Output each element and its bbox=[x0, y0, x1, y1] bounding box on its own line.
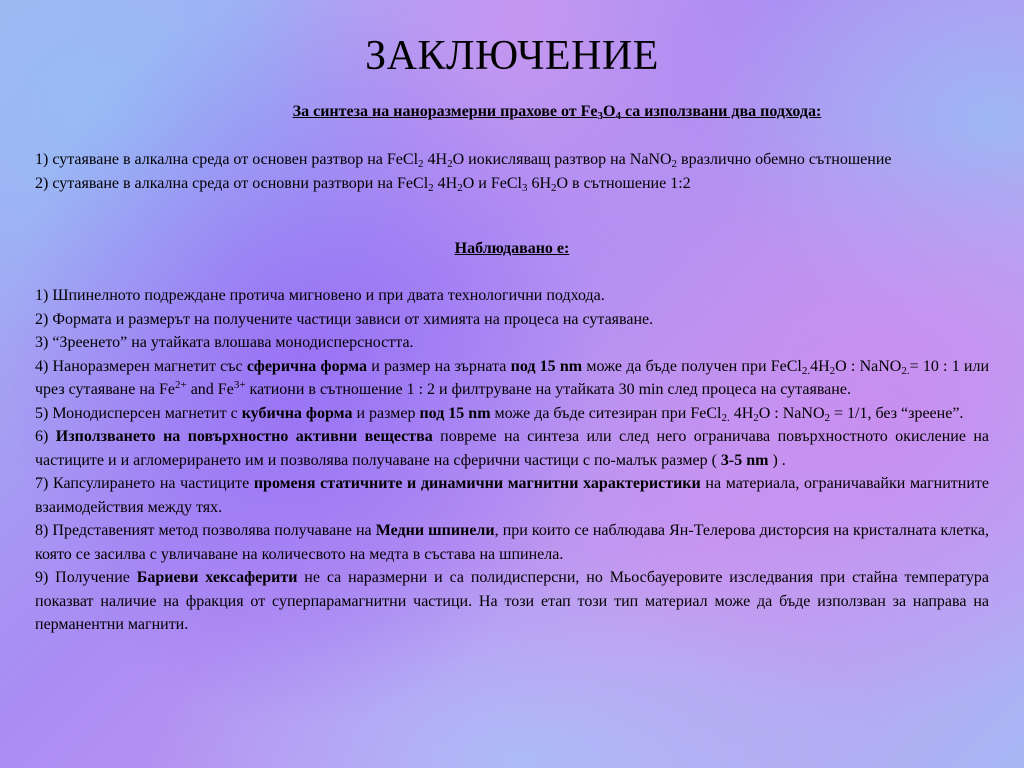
subtitle-text: За синтеза на наноразмерни прахове от Fe bbox=[292, 103, 598, 120]
text: на материала, ограничавайки магнитните взаимодействия между тях. bbox=[35, 475, 989, 516]
text: 6) bbox=[35, 428, 56, 445]
text: и размер на зърната bbox=[367, 357, 511, 375]
observation-3: 3) “Зреенето” на утайката влошава монодисперсността. bbox=[35, 334, 414, 351]
subscript: 2 bbox=[671, 158, 678, 170]
superscript: 2+ bbox=[174, 379, 187, 391]
observation-7 bbox=[35, 472, 989, 519]
observation-6 bbox=[35, 425, 989, 472]
text: може да бъде ситезиран при FeCl bbox=[490, 404, 722, 422]
text: катиони в сътношение 1 : 2 и филтруване на утайката 30 min след процеса на сутаяване. bbox=[245, 381, 851, 398]
text: 6H bbox=[527, 174, 551, 192]
bold-text: Медни шпинели bbox=[375, 522, 495, 539]
subtitle-text: са използвани два подхода: bbox=[620, 103, 822, 120]
text: 2) сутаяване в алкална среда от основни разтвори на FeCl bbox=[35, 174, 429, 192]
observation-2: 2) Формата и размерът на получените частици зависи от химията на процеса на сутаяване. bbox=[35, 310, 654, 328]
text: O : NaNO bbox=[758, 404, 825, 422]
subscript: 2. bbox=[801, 364, 811, 377]
text: повреме на синтеза или след него ограничава повърхностното окисление на частиците и и агломерирането им и позволява получаване на сферични частици с по-малък размер ( bbox=[35, 428, 990, 469]
text: 4H bbox=[729, 404, 754, 422]
subscript: 2 bbox=[447, 158, 453, 170]
subtitle-text: O bbox=[603, 103, 616, 120]
text: 9) Получение bbox=[35, 569, 137, 586]
text: O : NaNO bbox=[835, 357, 902, 375]
bold-text: кубична форма bbox=[241, 404, 353, 422]
text: не са наразмерни и са полидисперсни, но Мьосбауеровите изследвания при стайна температура показват наличие на фракция от суперпарамагнитни частици. На този етап този тип материал може да бъде използван за направа на перманентни магнити. bbox=[35, 569, 990, 633]
subscript: 2 bbox=[824, 411, 831, 424]
observed-heading: Наблюдавано е: bbox=[454, 240, 570, 257]
observations-list bbox=[35, 284, 989, 637]
text: and Fe bbox=[186, 381, 234, 398]
text: O и FeCl bbox=[462, 174, 522, 192]
bold-text: под 15 nm bbox=[419, 404, 491, 422]
subscript: 2 bbox=[829, 364, 836, 377]
observation-5 bbox=[35, 402, 989, 426]
text: 1) сутаяване в алкална среда от основен разтвор на FeCl bbox=[35, 151, 419, 168]
text: ) . bbox=[768, 451, 786, 469]
text: може да бъде получен при FeCl bbox=[582, 357, 802, 375]
text: 4H bbox=[433, 174, 458, 192]
bold-text: Използването на повърхностно активни вещества bbox=[55, 428, 433, 445]
text: O иокисляващ разтвор на NaNO bbox=[452, 151, 672, 168]
subscript: 2. bbox=[901, 364, 910, 377]
text: 4H bbox=[810, 357, 830, 375]
approaches-list bbox=[35, 148, 989, 195]
text: 4) Наноразмерен магнетит със bbox=[35, 357, 247, 375]
observation-4 bbox=[35, 355, 989, 402]
observation-1: 1) Шпинелното подреждане протича мигновено и при двата технологични подхода. bbox=[35, 287, 605, 304]
subscript: 3 bbox=[597, 110, 603, 122]
subscript: 2 bbox=[418, 158, 424, 170]
bold-text: променя статичните и динамични магнитни характеристики bbox=[253, 475, 701, 492]
subscript: 2 bbox=[457, 181, 463, 194]
observation-8 bbox=[35, 519, 989, 566]
subscript: 2 bbox=[551, 181, 557, 194]
subscript: 2. bbox=[721, 411, 730, 424]
bold-text: 3-5 nm bbox=[720, 451, 769, 469]
bold-text: под 15 nm bbox=[510, 357, 583, 375]
observation-9 bbox=[35, 566, 989, 637]
text: O в сътношение 1:2 bbox=[556, 174, 691, 192]
text: = 10 : 1 или чрез сутаяване на Fe bbox=[35, 357, 990, 398]
page-title: ЗАКЛЮЧЕНИЕ bbox=[365, 33, 659, 79]
approach-2 bbox=[35, 172, 989, 196]
text: 8) Представеният метод позволява получаване на bbox=[35, 522, 376, 539]
text: 5) Монодисперсен магнетит с bbox=[35, 404, 242, 422]
subscript: 2 bbox=[753, 411, 759, 424]
text: вразлично обемно сътношение bbox=[677, 151, 892, 168]
text: , при които се наблюдава Ян-Телерова дисторсия на кристалната клетка, която се засилва с увличаване на количесвото на медта в състава на шпинела. bbox=[35, 522, 989, 563]
bold-text: сферична форма bbox=[246, 357, 368, 375]
superscript: 3+ bbox=[233, 379, 246, 391]
subtitle bbox=[0, 103, 1024, 121]
subscript: 2 bbox=[428, 181, 434, 194]
text: 7) Капсулирането на частиците bbox=[35, 475, 254, 492]
subscript: 4 bbox=[615, 110, 621, 122]
text: = 1/1, без “зреене”. bbox=[830, 404, 964, 422]
text: и размер bbox=[352, 404, 420, 422]
subscript: 3 bbox=[521, 181, 528, 194]
text: 4H bbox=[423, 151, 448, 168]
approach-1 bbox=[35, 148, 989, 172]
bold-text: Бариеви хексаферити bbox=[136, 569, 298, 586]
